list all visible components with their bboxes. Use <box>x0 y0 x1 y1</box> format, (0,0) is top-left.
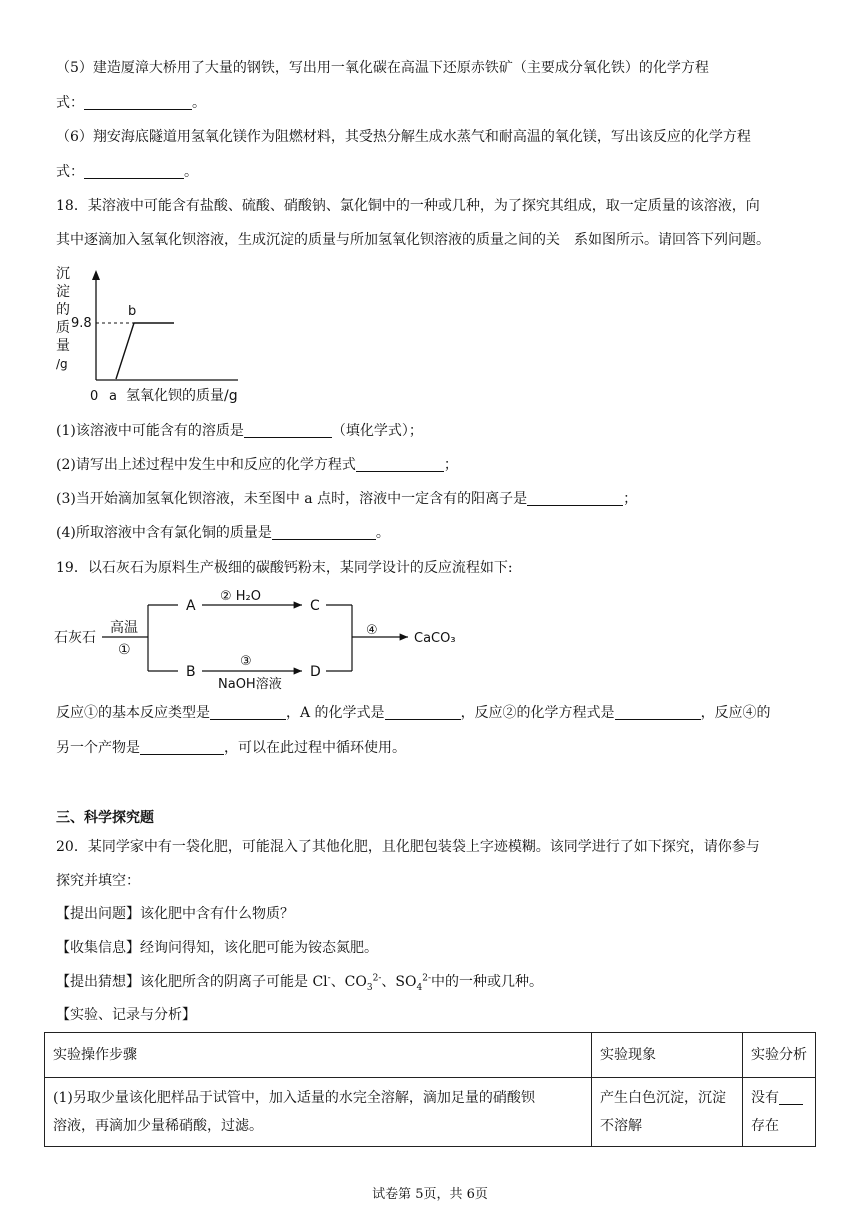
table-header-analysis: 实验分析 <box>743 1033 816 1078</box>
q18-stem-line2: 其中逐滴加入氢氧化钡溶液，生成沉淀的质量与所加氢氧化钡溶液的质量之间的关 系如图所示。请回答下列问题。 <box>56 232 770 248</box>
q20-collect-info: 【收集信息】经询问得知，该化肥可能为铵态氮肥。 <box>56 940 378 956</box>
q17-part6-line1: （6）翔安海底隧道用氢氧化镁作为阻燃材料，其受热分解生成水蒸气和耐高温的氧化镁，写出该反应的化学方程 <box>56 129 751 145</box>
section3-title: 三、科学探究题 <box>56 810 154 826</box>
graph-ylabel-char-3: 的 <box>56 302 70 318</box>
q17-part6-line2: 式： 。 <box>56 164 198 180</box>
q18-sub1-blank[interactable] <box>244 423 332 438</box>
graph-ylabel-char-5: 量 <box>56 338 70 354</box>
q17-part5-line1: （5）建造厦漳大桥用了大量的钢铁，写出用一氧化碳在高温下还原赤铁矿（主要成分氧化铁）的化学方程 <box>56 60 709 76</box>
table-analysis-blank[interactable] <box>779 1090 803 1105</box>
q18-stem-line1: 18．某溶液中可能含有盐酸、硫酸、硝酸钠、氯化铜中的一种或几种，为了探究其组成，取一定质量的该溶液，向 <box>56 198 760 214</box>
flow-step2-label: ② H₂O <box>220 589 262 604</box>
q18-sub4-blank[interactable] <box>272 525 376 540</box>
q20-stem-line2: 探究并填空： <box>56 873 140 889</box>
q18-sub3-blank[interactable] <box>527 491 623 506</box>
graph-precipitate-curve <box>116 323 174 379</box>
graph-x-axis-label: 氢氧化钡的质量/g <box>126 388 238 404</box>
q19-blank-reaction2-equation[interactable] <box>615 705 701 720</box>
graph-ylabel-char-2: 淀 <box>56 284 70 300</box>
q19-blank-reaction-type[interactable] <box>210 705 286 720</box>
flow-step4-label: ④ <box>366 623 378 638</box>
q20-ask-question: 【提出问题】该化肥中含有什么物质？ <box>56 906 294 922</box>
table-header-row <box>45 1033 816 1078</box>
flow-step3-bottom: NaOH溶液 <box>218 677 282 692</box>
q17-part5-answer-blank[interactable] <box>84 95 192 110</box>
table-row <box>45 1078 816 1147</box>
graph-point-a-label: a <box>109 389 117 404</box>
flow-step3-top: ③ <box>240 654 252 669</box>
graph-origin-label: 0 <box>90 389 99 404</box>
q18-sub3: (3)当开始滴加氢氧化钡溶液，未至图中 a 点时，溶液中一定含有的阳离子是 ； <box>56 491 638 507</box>
graph-y-axis-arrow <box>92 270 100 280</box>
table-cell-procedure: (1)另取少量该化肥样品于试管中，加入适量的水完全溶解，滴加足量的硝酸钡 溶液，再滴加少量稀硝酸，过滤。 <box>45 1078 592 1147</box>
q19-blank-a-formula[interactable] <box>385 705 461 720</box>
flow-node-b: B <box>186 664 196 680</box>
flow-node-c: C <box>310 598 320 614</box>
q17-part5-line2: 式： 。 <box>56 95 206 111</box>
graph-point-b-label: b <box>128 304 137 319</box>
table-cell-analysis: 没有 存在 <box>743 1078 816 1147</box>
flow-node-a: A <box>186 598 196 614</box>
table-cell-phenomenon: 产生白色沉淀，沉淀 不溶解 <box>592 1078 743 1147</box>
flow-node-d: D <box>310 664 321 680</box>
graph-ylabel-char-1: 沉 <box>56 266 70 282</box>
q20-stem-line1: 20．某同学家中有一袋化肥，可能混入了其他化肥，且化肥包装袋上字迹模糊。该同学进行了如下探究，请你参与 <box>56 839 760 855</box>
q20-record-heading: 【实验、记录与分析】 <box>56 1007 196 1023</box>
q18-sub2: (2)请写出上述过程中发生中和反应的化学方程式 ； <box>56 457 458 473</box>
q17-part6-answer-blank[interactable] <box>84 164 184 179</box>
flow-start-limestone: 石灰石 <box>54 630 96 646</box>
flow-product-caco3: CaCO₃ <box>414 631 456 646</box>
graph-ylabel-char-6: /g <box>56 357 68 371</box>
q18-sub1: (1)该溶液中可能含有的溶质是 （填化学式）； <box>56 423 423 439</box>
q18-sub4: (4)所取溶液中含有氯化铜的质量是 。 <box>56 525 390 541</box>
flow-cond1-bottom: ① <box>118 642 131 658</box>
page-footer: 试卷第 5页，共 6页 <box>372 1187 488 1202</box>
graph-ylabel-char-4: 质 <box>56 320 70 336</box>
q18-sub2-blank[interactable] <box>356 457 444 472</box>
q19-blank-other-product[interactable] <box>140 740 224 755</box>
table-header-procedure: 实验操作步骤 <box>45 1033 592 1078</box>
q19-flow-diagram <box>52 588 472 692</box>
q19-stem: 19．以石灰石为原料生产极细的碳酸钙粉末，某同学设计的反应流程如下: <box>56 560 513 576</box>
table-header-phenomenon: 实验现象 <box>592 1033 743 1078</box>
q19-answer-line2: 另一个产物是 ，可以在此过程中循环使用。 <box>56 740 406 756</box>
graph-y-value-label: 9.8 <box>71 316 92 331</box>
q19-answer-line1: 反应①的基本反应类型是 ，A 的化学式是 ，反应②的化学方程式是 ，反应④的 <box>56 705 771 721</box>
q20-hypothesis: 【提出猜想】该化肥所含的阴离子可能是 Cl-、$CO_3^{2-}$、$SO_4^{2-}$中的一种或几种。 <box>56 973 543 993</box>
flow-cond1-top: 高温 <box>110 620 138 636</box>
q18-precipitate-graph <box>52 260 252 410</box>
experiment-table <box>44 1032 816 1147</box>
